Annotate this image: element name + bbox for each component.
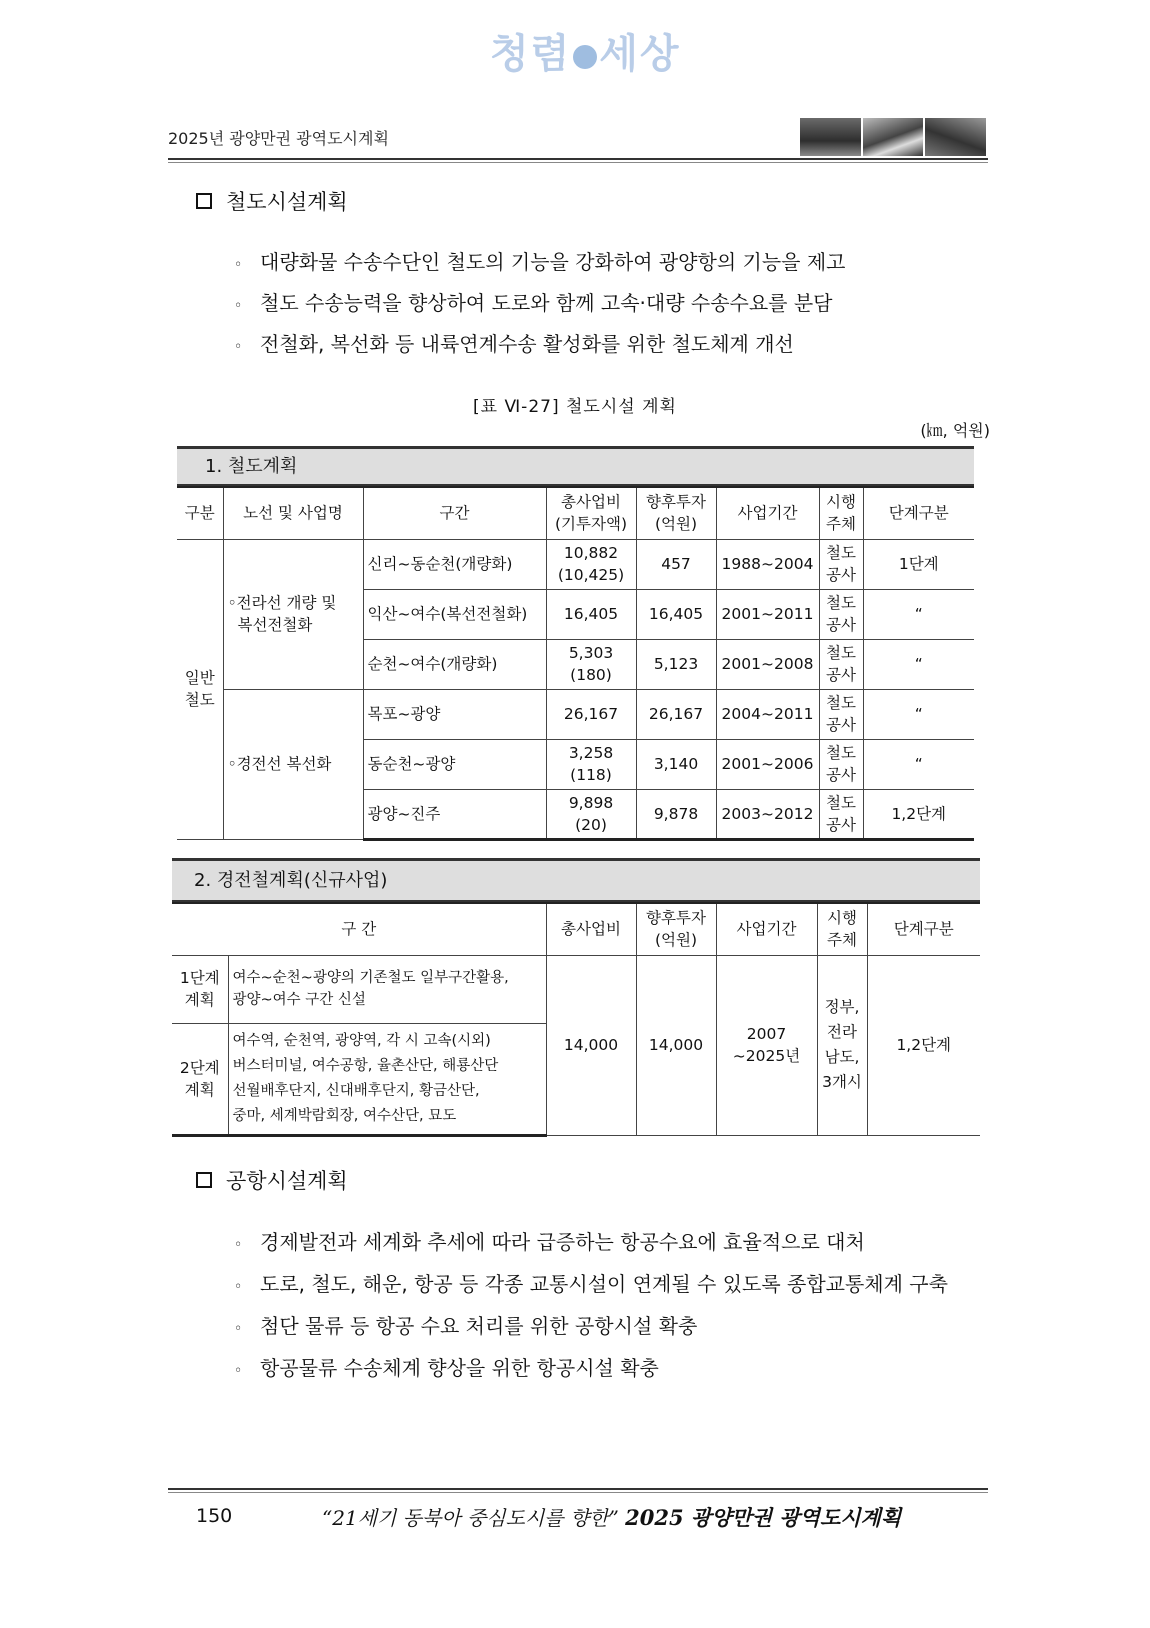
rail-bullet-2: ◦ 철도 수송능력을 향상하여 도로와 함께 고속·대량 수송수요를 분담 bbox=[234, 291, 833, 315]
footer-text: “21세기 동북아 중심도시를 향한” 2025 광양만권 광역도시계획 bbox=[322, 1505, 902, 1530]
period-cell: 2004~2011 bbox=[716, 689, 819, 739]
future-cell: 457 bbox=[636, 539, 716, 589]
stage2-text: 여수역, 순천역, 광양역, 각 시 고속(시외) 버스터미널, 여수공항, 율촌산단, 해룡산단 선월배후단지, 신대배후단지, 황금산단, 중마, 세계박람회장, 여수산단, 묘도 bbox=[228, 1023, 546, 1135]
future-cell: 9,878 bbox=[636, 789, 716, 839]
agent-cell: 철도 공사 bbox=[819, 639, 863, 689]
stage-cell: 1,2단계 bbox=[867, 955, 980, 1135]
section-cell: 광양~진주 bbox=[363, 789, 546, 839]
section-cell: 동순천~광양 bbox=[363, 739, 546, 789]
bullet-icon: ◦ bbox=[234, 1363, 243, 1379]
total-cell: 26,167 bbox=[546, 689, 636, 739]
table-row bbox=[172, 955, 980, 1023]
future-cell: 16,405 bbox=[636, 589, 716, 639]
table-caption: [표 Ⅵ-27] 철도시설 계획 bbox=[473, 397, 677, 417]
period-cell: 1988~2004 bbox=[716, 539, 819, 589]
period-cell: 2001~2011 bbox=[716, 589, 819, 639]
header-total: 총사업비 (기투자액) bbox=[546, 487, 636, 539]
stage2-label: 2단계 계획 bbox=[172, 1023, 228, 1135]
header-photo-strip bbox=[800, 118, 986, 156]
section-cell: 익산~여수(복선전철화) bbox=[363, 589, 546, 639]
stage1-label: 1단계 계획 bbox=[172, 955, 228, 1023]
airport-section-title: 공항시설계획 bbox=[196, 1165, 348, 1195]
agent-cell: 철도 공사 bbox=[819, 789, 863, 839]
header-section: 구간 bbox=[363, 487, 546, 539]
rail-section-title: 철도시설계획 bbox=[196, 186, 348, 216]
header-rule-thin bbox=[168, 162, 988, 163]
period-cell: 2001~2006 bbox=[716, 739, 819, 789]
footer-rule bbox=[168, 1488, 988, 1490]
section-cell: 순천~여수(개량화) bbox=[363, 639, 546, 689]
route-b-cell: ◦경전선 복선화 bbox=[223, 689, 363, 839]
airport-bullet-2: ◦ 도로, 철도, 해운, 항공 등 각종 교통시설이 연계될 수 있도록 종합교통체계 구축 bbox=[234, 1272, 948, 1296]
page-number: 150 bbox=[196, 1505, 233, 1527]
header-photo-2 bbox=[863, 118, 924, 156]
header-agent: 시행 주체 bbox=[817, 903, 867, 955]
future-cell: 14,000 bbox=[636, 955, 716, 1135]
header-photo-3 bbox=[925, 118, 986, 156]
rail-bullet-1: ◦ 대량화물 수송수단인 철도의 기능을 강화하여 광양항의 기능을 제고 bbox=[234, 250, 846, 274]
total-cell: 14,000 bbox=[546, 955, 636, 1135]
agent-cell: 철도 공사 bbox=[819, 739, 863, 789]
total-cell: 10,882 (10,425) bbox=[546, 539, 636, 589]
bullet-icon: ◦ bbox=[234, 1237, 243, 1253]
airport-bullet-4: ◦ 항공물류 수송체계 향상을 위한 항공시설 확충 bbox=[234, 1356, 659, 1380]
light-rail-table bbox=[172, 902, 980, 1137]
rail-plan-table bbox=[177, 486, 974, 841]
bullet-icon: ◦ bbox=[234, 339, 243, 355]
table-header-row bbox=[177, 487, 974, 539]
future-cell: 3,140 bbox=[636, 739, 716, 789]
header-photo-1 bbox=[800, 118, 861, 156]
stage-cell: “ bbox=[863, 689, 974, 739]
agent-cell: 철도 공사 bbox=[819, 689, 863, 739]
checkbox-square-icon bbox=[196, 193, 212, 209]
future-cell: 5,123 bbox=[636, 639, 716, 689]
total-cell: 16,405 bbox=[546, 589, 636, 639]
header-stage: 단계구분 bbox=[867, 903, 980, 955]
header-gubun: 구분 bbox=[177, 487, 223, 539]
total-cell: 3,258 (118) bbox=[546, 739, 636, 789]
stage1-text: 여수~순천~광양의 기존철도 일부구간활용, 광양~여수 구간 신설 bbox=[228, 955, 546, 1023]
header-route: 노선 및 사업명 bbox=[223, 487, 363, 539]
bullet-icon: ◦ bbox=[234, 1321, 243, 1337]
future-cell: 26,167 bbox=[636, 689, 716, 739]
agent-cell: 철도 공사 bbox=[819, 589, 863, 639]
total-cell: 5,303 (180) bbox=[546, 639, 636, 689]
table-unit: (㎞, 억원) bbox=[920, 421, 990, 440]
category-cell: 일반 철도 bbox=[177, 539, 223, 839]
header-future: 향후투자 (억원) bbox=[636, 903, 716, 955]
bullet-icon: ◦ bbox=[234, 257, 243, 273]
header-title: 2025년 광양만권 광역도시계획 bbox=[168, 129, 389, 148]
agent-cell: 정부, 전라 남도, 3개시 bbox=[817, 955, 867, 1135]
header-period: 사업기간 bbox=[716, 487, 819, 539]
section-cell: 목포~광양 bbox=[363, 689, 546, 739]
header-future: 향후투자 (억원) bbox=[636, 487, 716, 539]
total-cell: 9,898 (20) bbox=[546, 789, 636, 839]
checkbox-square-icon bbox=[196, 1172, 212, 1188]
agent-cell: 철도 공사 bbox=[819, 539, 863, 589]
stage-cell: “ bbox=[863, 739, 974, 789]
airport-bullet-1: ◦ 경제발전과 세계화 추세에 따라 급증하는 항공수요에 효율적으로 대처 bbox=[234, 1230, 865, 1254]
route-a-cell: ◦전라선 개량 및 복선전철화 bbox=[223, 539, 363, 689]
header-stage: 단계구분 bbox=[863, 487, 974, 539]
header-rule bbox=[168, 158, 988, 160]
table-row bbox=[177, 539, 974, 589]
period-cell: 2003~2012 bbox=[716, 789, 819, 839]
airport-bullet-3: ◦ 첨단 물류 등 항공 수요 처리를 위한 공항시설 확충 bbox=[234, 1314, 698, 1338]
period-cell: 2007 ~2025년 bbox=[716, 955, 817, 1135]
rail-bullet-3: ◦ 전철화, 복선화 등 내륙연계수송 활성화를 위한 철도체계 개선 bbox=[234, 332, 794, 356]
bullet-icon: ◦ bbox=[234, 1279, 243, 1295]
part1-title: 1. 철도계획 bbox=[177, 446, 974, 486]
stage-cell: “ bbox=[863, 589, 974, 639]
stage-cell: 1,2단계 bbox=[863, 789, 974, 839]
header-logo: 청렴 세상 bbox=[490, 30, 681, 77]
logo-globe-icon bbox=[573, 45, 597, 69]
bullet-icon: ◦ bbox=[234, 298, 243, 314]
header-agent: 시행 주체 bbox=[819, 487, 863, 539]
stage-cell: 1단계 bbox=[863, 539, 974, 589]
header-period: 사업기간 bbox=[716, 903, 817, 955]
table-header-row bbox=[172, 903, 980, 955]
table-row bbox=[177, 689, 974, 739]
part2-title: 2. 경전철계획(신규사업) bbox=[172, 858, 980, 902]
stage-cell: “ bbox=[863, 639, 974, 689]
header-section: 구 간 bbox=[172, 903, 546, 955]
section-cell: 신리~동순천(개량화) bbox=[363, 539, 546, 589]
header-total: 총사업비 bbox=[546, 903, 636, 955]
period-cell: 2001~2008 bbox=[716, 639, 819, 689]
footer-rule-thin bbox=[168, 1492, 988, 1493]
